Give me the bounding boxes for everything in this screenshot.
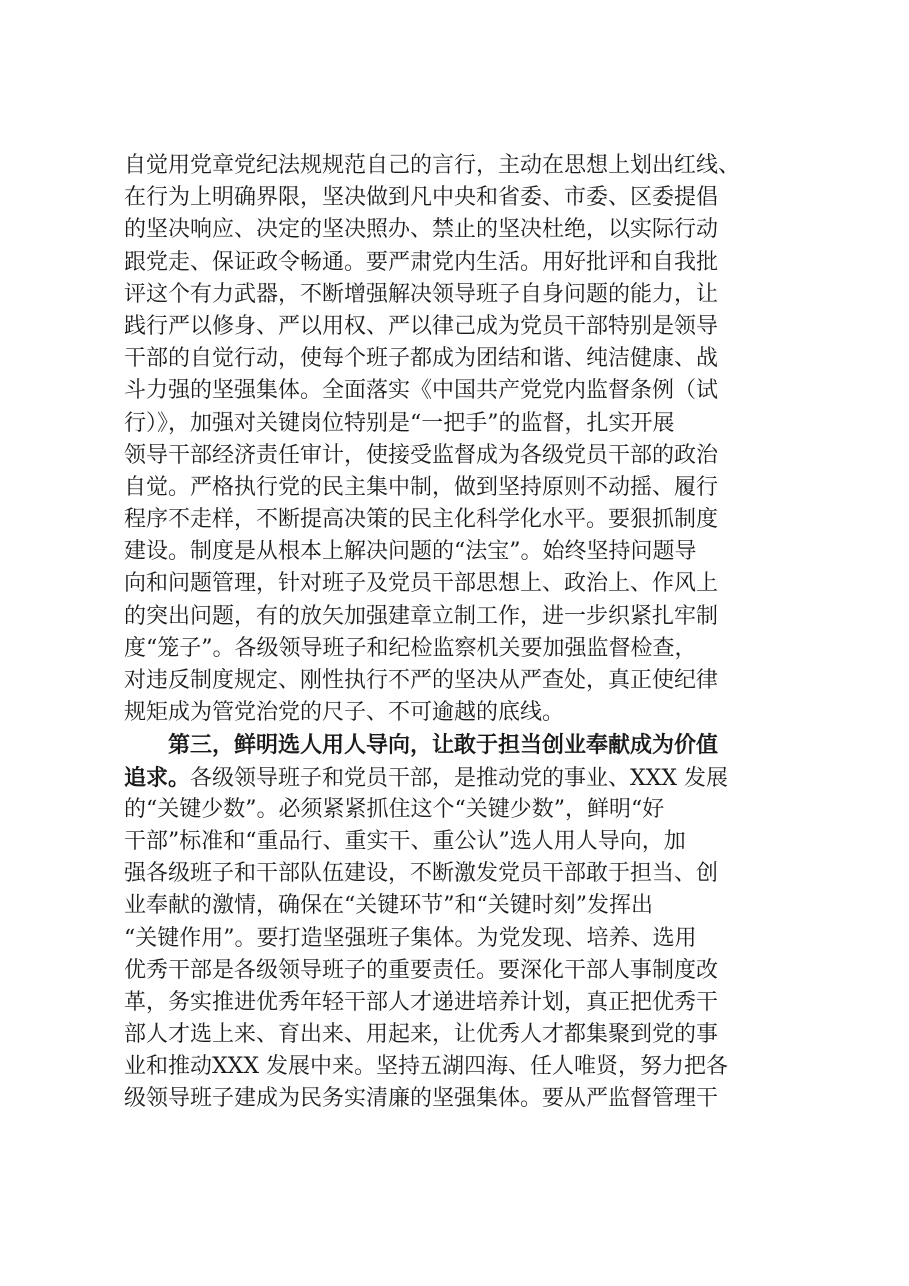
text-line: 度“笼子”。各级领导班子和纪检监察机关要加强监督检查，	[124, 635, 697, 661]
text-line: 革，务实推进优秀年轻干部人才递进培养计划，真正把优秀干	[124, 989, 719, 1015]
text-line	[124, 762, 800, 794]
paragraph-third-point	[124, 729, 800, 1115]
text-line: 规矩成为管党治党的尺子、不可逾越的底线。	[124, 700, 565, 726]
text-line: 建设。制度是从根本上解决问题的“法宝”。始终坚持问题导	[124, 539, 697, 565]
text-line: 业奉献的激情，确保在“关键环节”和“关键时刻”发挥出	[124, 893, 653, 919]
text-line: 在行为上明确界限，坚决做到凡中央和省委、市委、区委提倡	[124, 185, 719, 211]
text-line: 的坚决响应、决定的坚决照办、禁止的坚决杜绝，以实际行动	[124, 217, 719, 243]
text-line: 自觉用党章党纪法规规范自己的言行，主动在思想上划出红线、	[124, 153, 741, 178]
text-line: 程序不走样，不断提高决策的民主化科学化水平。要狠抓制度	[124, 507, 719, 533]
text-line: 自觉。严格执行党的民主集中制，做到坚持原则不动摇、履行	[124, 474, 719, 500]
text-line: 业和推动XXX 发展中来。坚持五湖四海、任人唯贤，努力把各	[124, 1054, 728, 1080]
text-line: 的突出问题，有的放矢加强建章立制工作，进一步织紧扎牢制	[124, 603, 719, 629]
section-heading-third-end: 追求。	[124, 764, 191, 791]
paragraph-continued	[124, 150, 800, 729]
text-line: 对违反制度规定、刚性执行不严的坚决从严查处，真正使纪律	[124, 668, 719, 693]
text-line: 斗力强的坚强集体。全面落实《中国共产党党内监督条例（试	[124, 378, 719, 404]
text-line: 优秀干部是各级领导班子的重要责任。要深化干部人事制度改	[124, 957, 719, 983]
text-line: 级领导班子建成为民务实清廉的坚强集体。要从严监督管理干	[124, 1086, 719, 1112]
text-line: 向和问题管理，针对班子及党员干部思想上、政治上、作风上	[124, 571, 719, 597]
text-line: 评这个有力武器，不断增强解决领导班子自身问题的能力，让	[124, 281, 719, 307]
text-line: 强各级班子和干部队伍建设，不断激发党员干部敢于担当、创	[124, 861, 719, 887]
text-line: 部人才选上来、育出来、用起来，让优秀人才都集聚到党的事	[124, 1022, 719, 1048]
section-heading-third: 第三，鲜明选人用人导向，让敢于担当创业奉献成为价值	[168, 732, 719, 759]
text-line: “关键作用”。要打造坚强班子集体。为党发现、培养、选用	[124, 925, 697, 951]
text-line: 行）》，加强对关键岗位特别是“一把手”的监督，扎实开展	[124, 410, 675, 436]
text-line: 领导干部经济责任审计，使接受监督成为各级党员干部的政治	[124, 442, 719, 468]
text-line: 的“关键少数”。必须紧紧抓住这个“关键少数”，鲜明“好	[124, 796, 665, 822]
text-line: 跟党走、保证政令畅通。要严肃党内生活。用好批评和自我批	[124, 249, 719, 275]
document-body	[124, 150, 800, 1116]
text-line: 干部的自觉行动，使每个班子都成为团结和谐、纯洁健康、战	[124, 346, 719, 372]
text-line: 干部”标准和“重品行、重实干、重公认”选人用人导向，加	[124, 828, 686, 854]
text-segment: 各级领导班子和党员干部，是推动党的事业、XXX 发展	[190, 765, 728, 791]
text-line: 践行严以修身、严以用权、严以律己成为党员干部特别是领导	[124, 313, 719, 339]
